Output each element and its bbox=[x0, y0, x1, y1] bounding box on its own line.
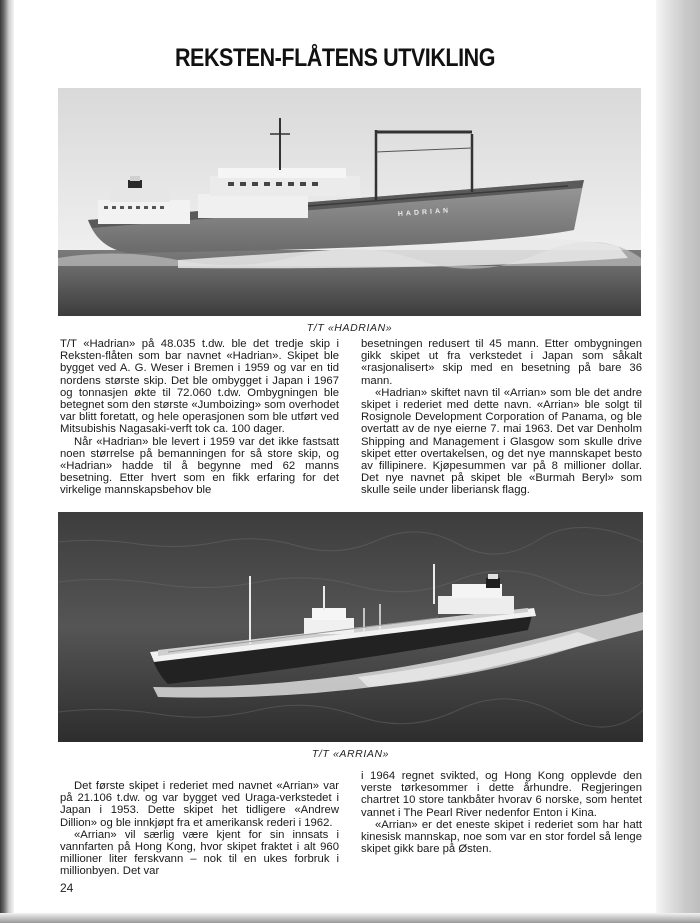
paragraph: Når «Hadrian» ble levert i 1959 var det ikke fastsatt noen størrelse på bemanningen for så store skip, og «Hadrian» hadde til å begynne med 62 manns besetning. Etter hvert som en fikk erfaring for det virkelige mannskapsbehov ble bbox=[60, 435, 339, 497]
hadrian-ship-image bbox=[58, 88, 641, 316]
text-column-1 bbox=[60, 338, 339, 497]
paragraph: Det første skipet i rederiet med navnet «Arrian» var på 21.106 t.dw. og var bygget ved Uraga-verkstedet i Japan i 1953. Dette skipet het tidligere «Andrew Dillion» og ble innkjøpt fra et amerikansk rederi i 1962. bbox=[60, 780, 339, 829]
arrian-ship-image bbox=[58, 512, 643, 742]
scan-edge-left bbox=[0, 0, 14, 923]
paragraph: «Arrian» vil særlig være kjent for sin innsats i vannfarten på Hong Kong, hvor skipet fraktet i alt 960 millioner liter ferskvann – nok til en ukes forbruk i millionbyen. Det var bbox=[60, 828, 339, 878]
hull-name-label: HADRIAN bbox=[397, 207, 452, 218]
photo-caption-arrian: T/T «ARRIAN» bbox=[311, 748, 390, 760]
paragraph: T/T «Hadrian» på 48.035 t.dw. ble det tredje skip i Reksten-flåten som bar navnet «Hadrian». Skipet ble bygget ved A. G. Weser i Bremen i 1959 og var en tid nordens største skip. Det ble ombygget i Japan i 1967 og tonnasjen økte til 72.060 t.dw. Ombygningen ble betegnet som den største «Jumboizing» som overhodet var blitt foretatt, og hele operasjonen som ble utført ved Mitsubishis Nagasaki-verft tok ca. 100 dager. bbox=[60, 338, 339, 436]
page-title: REKSTEN-FLÅTENS UTVIKLING bbox=[174, 44, 496, 72]
paragraph: «Hadrian» skiftet navn til «Arrian» som ble det andre skipet i rederiet med dette navn. «Arrian» ble solgt til Rosignole Development Corporation of Panama, og ble overtatt av de nye eierne 7. mai 1963. Det var Denholm Shipping and Management i Glasgow som skulle drive skipet etter overtakelsen, og det nye mannskapet besto av fillipinere. Kjøpesummen var på 8 millioner dollar. Det nye navnet på skipet ble «Burmah Beryl» som skulle seile under liberiansk flagg. bbox=[361, 386, 642, 497]
photo-caption-hadrian: T/T «HADRIAN» bbox=[306, 322, 393, 334]
photo-hadrian bbox=[58, 88, 641, 316]
text-column-2 bbox=[361, 338, 642, 497]
photo-arrian bbox=[58, 512, 643, 742]
text-column-4 bbox=[361, 770, 642, 855]
scan-edge-bottom bbox=[0, 913, 700, 923]
paragraph: besetningen redusert til 45 mann. Etter ombygningen gikk skipet ut fra verkstedet i Japan som såkalt «rasjonalisert» skip med en besetning på bare 36 mann. bbox=[361, 338, 642, 387]
text-column-3 bbox=[60, 780, 339, 878]
page-number: 24 bbox=[60, 881, 74, 895]
document-page bbox=[14, 0, 656, 913]
paragraph: i 1964 regnet svikted, og Hong Kong opplevde den verste tørkesommer i dette århundre. Regjeringen chartret 10 store tankbåter hvorav 6 norske, som hentet vannet i The Pearl River nedenfor Enton i Kina. bbox=[361, 770, 642, 819]
paragraph: «Arrian» er det eneste skipet i rederiet som har hatt kinesisk mannskap, noe som var en stor fordel så lenge skipet gikk bare på Østen. bbox=[361, 818, 642, 856]
scan-edge-right bbox=[656, 0, 700, 923]
